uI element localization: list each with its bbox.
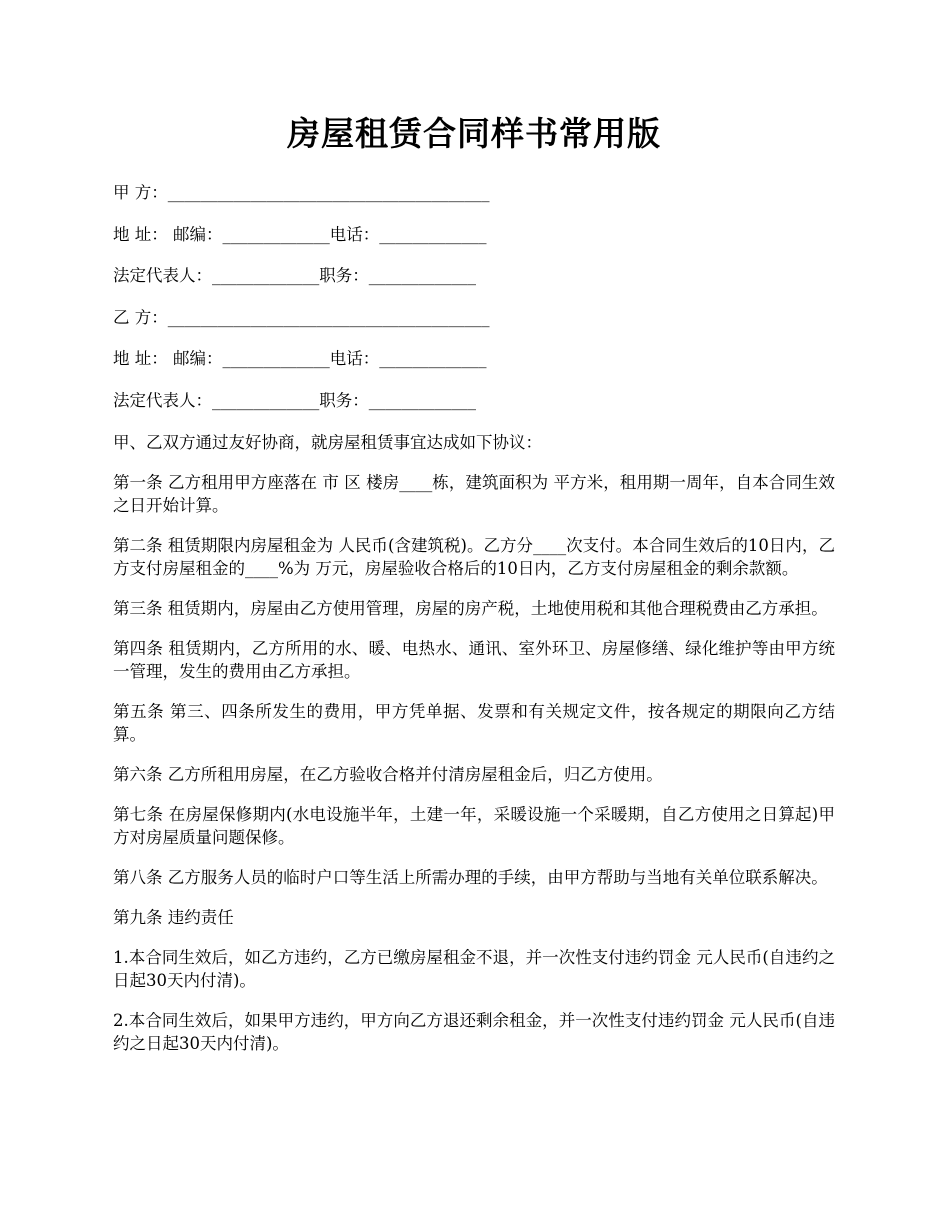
article-8: 第八条 乙方服务人员的临时户口等生活上所需办理的手续，由甲方帮助与当地有关单位联系解决。 (113, 868, 828, 887)
party-a-name-field: 甲 方：_______________________________________ (113, 183, 490, 202)
document-title: 房屋租赁合同样书常用版 (287, 114, 661, 153)
party-b-representative-field: 法定代表人：_____________职务：_____________ (113, 390, 476, 410)
article-5: 第五条 第三、四条所发生的费用，甲方凭单据、发票和有关规定文件，按各规定的期限向乙方结算。 (113, 702, 835, 744)
article-7: 第七条 在房屋保修期内(水电设施半年，土建一年，采暖设施一个采暖期，自乙方使用之日算起)甲方对房屋质量问题保修。 (113, 805, 835, 847)
liability-clause-2: 2.本合同生效后，如果甲方违约，甲方向乙方退还剩余租金，并一次性支付违约罚金 元人民币(自违约之日起30天内付清)。 (113, 1011, 835, 1053)
article-2: 第二条 租赁期限内房屋租金为 人民币(含建筑税)。乙方分____次支付。本合同生效后的10日内，乙方支付房屋租金的____%为 万元，房屋验收合格后的10日内，乙方支付房屋租金的剩余款额。 (113, 536, 835, 578)
article-9-heading: 第九条 违约责任 (113, 908, 234, 927)
article-1: 第一条 乙方租用甲方座落在 市 区 楼房____栋，建筑面积为 平方米，租用期一周年，自本合同生效之日开始计算。 (113, 473, 835, 515)
party-b-name-field: 乙 方：_______________________________________ (113, 307, 490, 327)
party-a-address-field: 地 址： 邮编：_____________电话：_____________ (113, 224, 487, 244)
article-3: 第三条 租赁期内，房屋由乙方使用管理，房屋的房产税，土地使用税和其他合理税费由乙方承担。 (113, 599, 828, 618)
party-a-representative-field: 法定代表人：_____________职务：_____________ (113, 266, 476, 285)
liability-clause-1: 1.本合同生效后，如乙方违约，乙方已缴房屋租金不退，并一次性支付违约罚金 元人民币(自违约之日起30天内付清)。 (113, 948, 835, 990)
party-b-address-field: 地 址： 邮编：_____________电话：_____________ (113, 349, 487, 368)
document-page (113, 100, 835, 1072)
article-6: 第六条 乙方所租用房屋，在乙方验收合格并付清房屋租金后，归乙方使用。 (113, 765, 663, 784)
intro-paragraph: 甲、乙双方通过友好协商，就房屋租赁事宜达成如下协议： (113, 433, 542, 452)
article-4: 第四条 租赁期内，乙方所用的水、暖、电热水、通讯、室外环卫、房屋修缮、绿化维护等由甲方统一管理，发生的费用由乙方承担。 (113, 639, 835, 681)
